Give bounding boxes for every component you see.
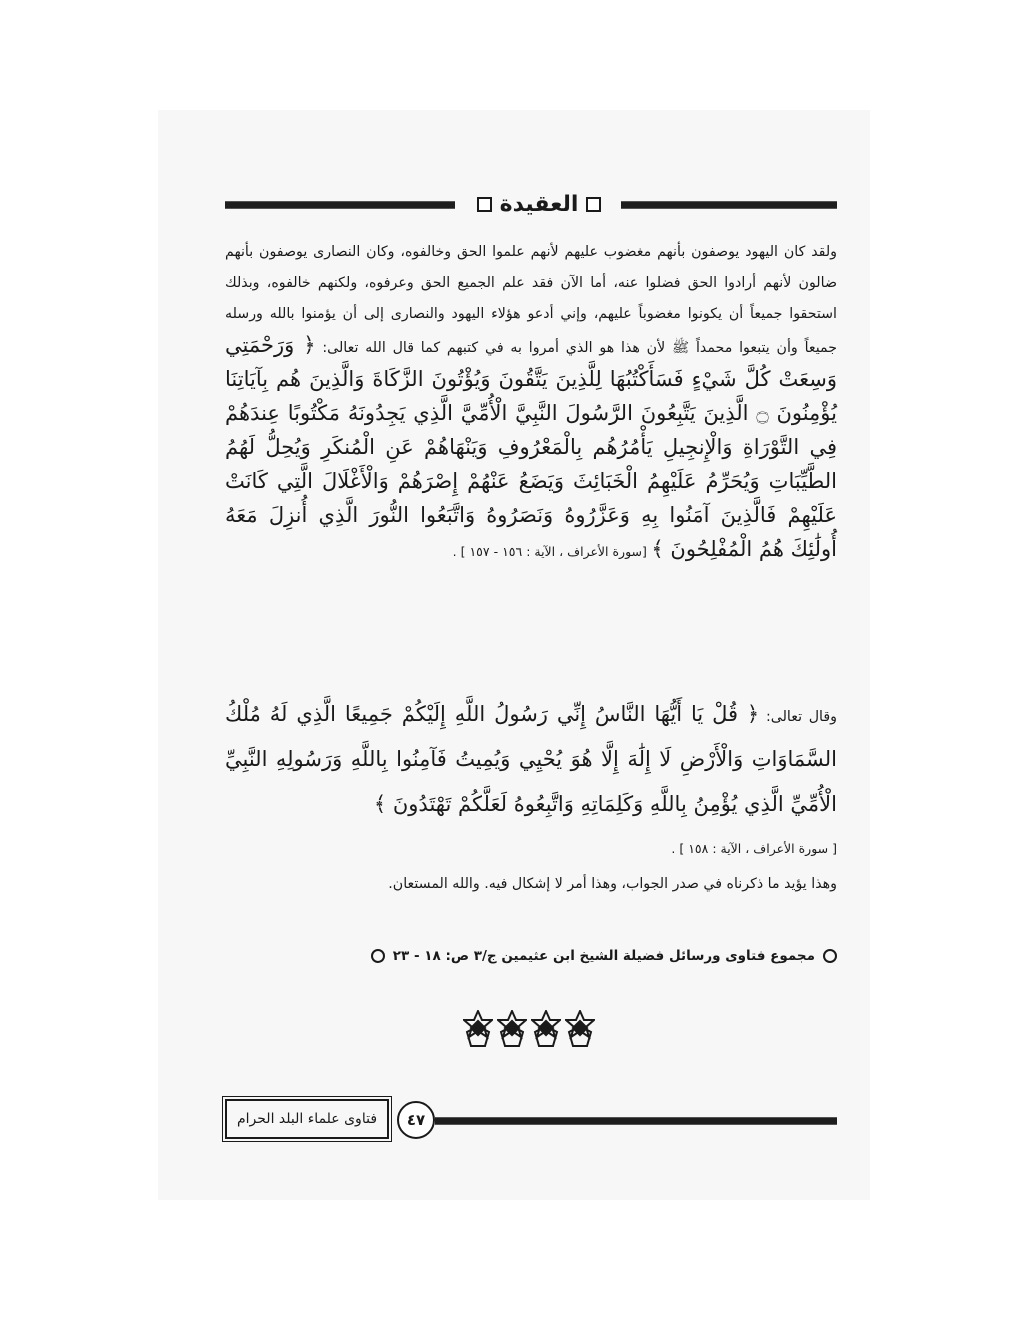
square-ornament-icon [586,197,601,212]
quran-verse-2: ﴿ قُلْ يَا أَيُّهَا النَّاسُ إِنِّي رَسُولُ اللَّهِ إِلَيْكُمْ جَمِيعًا الَّذِي لَهُ مُلْكُ السَّمَاوَاتِ وَالْأَرْضِ لَا إِلَٰهَ إِلَّا هُوَ يُحْيِي وَيُمِيتُ فَآمِنُوا بِاللَّهِ وَرَسُولِهِ النَّبِيِّ الْأُمِّيِّ الَّذِي يُؤْمِنُ بِاللَّهِ وَكَلِمَاتِهِ وَاتَّبِعُوهُ لَعَلَّكُمْ تَهْتَدُونَ ﴾ [225,702,837,816]
book-title-box [225,1099,389,1139]
section-title [467,187,611,221]
paragraph-1 [225,237,837,568]
square-ornament-icon [477,197,492,212]
paragraph-3 [225,867,837,901]
star-ornament-icon [497,1010,527,1048]
star-ornament-icon [531,1010,561,1048]
paragraph-1-text: ولقد كان اليهود يوصفون بأنهم مغضوب عليهم لأنهم علموا الحق وخالفوه، وكان النصارى يوصفون بأنهم ضالون لأنهم أرادوا الحق فضلوا عنه، أما الآن فقد علم الجميع الحق وعرفوه، ولكنهم خالفوه، وبذلك استحقوا جميعاً أن يكونوا مغضوباً عليهم، وإني أدعو هؤلاء اليهود والنصارى إلى أن يؤمنوا بالله ورسله جميعاً وأن يتبعوا محمداً ﷺ لأن هذا هو الذي أمروا به في كتبهم كما قال الله تعالى: [225,244,837,356]
page-header [225,187,837,221]
header-rule-right [621,201,837,209]
page-content [225,175,837,1175]
star-ornament-icon [463,1010,493,1048]
star-ornament-icon [565,1010,595,1048]
paragraph-3-text: وهذا يؤيد ما ذكرناه في صدر الجواب، وهذا أمر لا إشكال فيه. والله المستعان. [388,876,837,892]
section-title-text: العقيدة [499,191,579,217]
quran-verse-1: ﴿ وَرَحْمَتِي وَسِعَتْ كُلَّ شَيْءٍ فَسَأَكْتُبُهَا لِلَّذِينَ يَتَّقُونَ وَيُؤْتُونَ الزَّكَاةَ وَالَّذِينَ هُم بِآيَاتِنَا يُؤْمِنُونَ ۝ الَّذِينَ يَتَّبِعُونَ الرَّسُولَ النَّبِيَّ الْأُمِّيَّ الَّذِي يَجِدُونَهُ مَكْتُوبًا عِندَهُمْ فِي التَّوْرَاةِ وَالْإِنجِيلِ يَأْمُرُهُم بِالْمَعْرُوفِ وَيَنْهَاهُمْ عَنِ الْمُنكَرِ وَيُحِلُّ لَهُمُ الطَّيِّبَاتِ وَيُحَرِّمُ عَلَيْهِمُ الْخَبَائِثَ وَيَضَعُ عَنْهُمْ إِصْرَهُمْ وَالْأَغْلَالَ الَّتِي كَانَتْ عَلَيْهِمْ فَالَّذِينَ آمَنُوا بِهِ وَعَزَّرُوهُ وَنَصَرُوهُ وَاتَّبَعُوا النُّورَ الَّذِي أُنزِلَ مَعَهُ أُولَٰئِكَ هُمُ الْمُفْلِحُونَ ﴾ [225,333,838,561]
circle-bullet-icon [823,949,837,963]
page-footer [225,1093,837,1149]
footnote-text: مجموع فتاوى ورسائل فضيلة الشيخ ابن عثيمين ج/٣ ص: ١٨ - ٢٣ [392,948,815,964]
footer-rule [435,1117,837,1125]
page-number-text: ٤٧ [406,1111,426,1129]
book-title: فتاوى علماء البلد الحرام [236,1111,378,1127]
verse-reference-2: [ سورة الأعراف ، الآية : ١٥٨ ] . [671,841,837,856]
decorative-ornament [463,1010,595,1050]
footnote [225,943,837,969]
circle-bullet-icon [371,949,385,963]
paragraph-2 [225,693,837,870]
verse-reference-1: [سورة الأعراف ، الآية : ١٥٦ - ١٥٧ ] . [452,544,647,559]
header-rule-left [225,201,455,209]
paragraph-2-intro: وقال تعالى: [765,709,837,725]
page-number [397,1101,435,1139]
